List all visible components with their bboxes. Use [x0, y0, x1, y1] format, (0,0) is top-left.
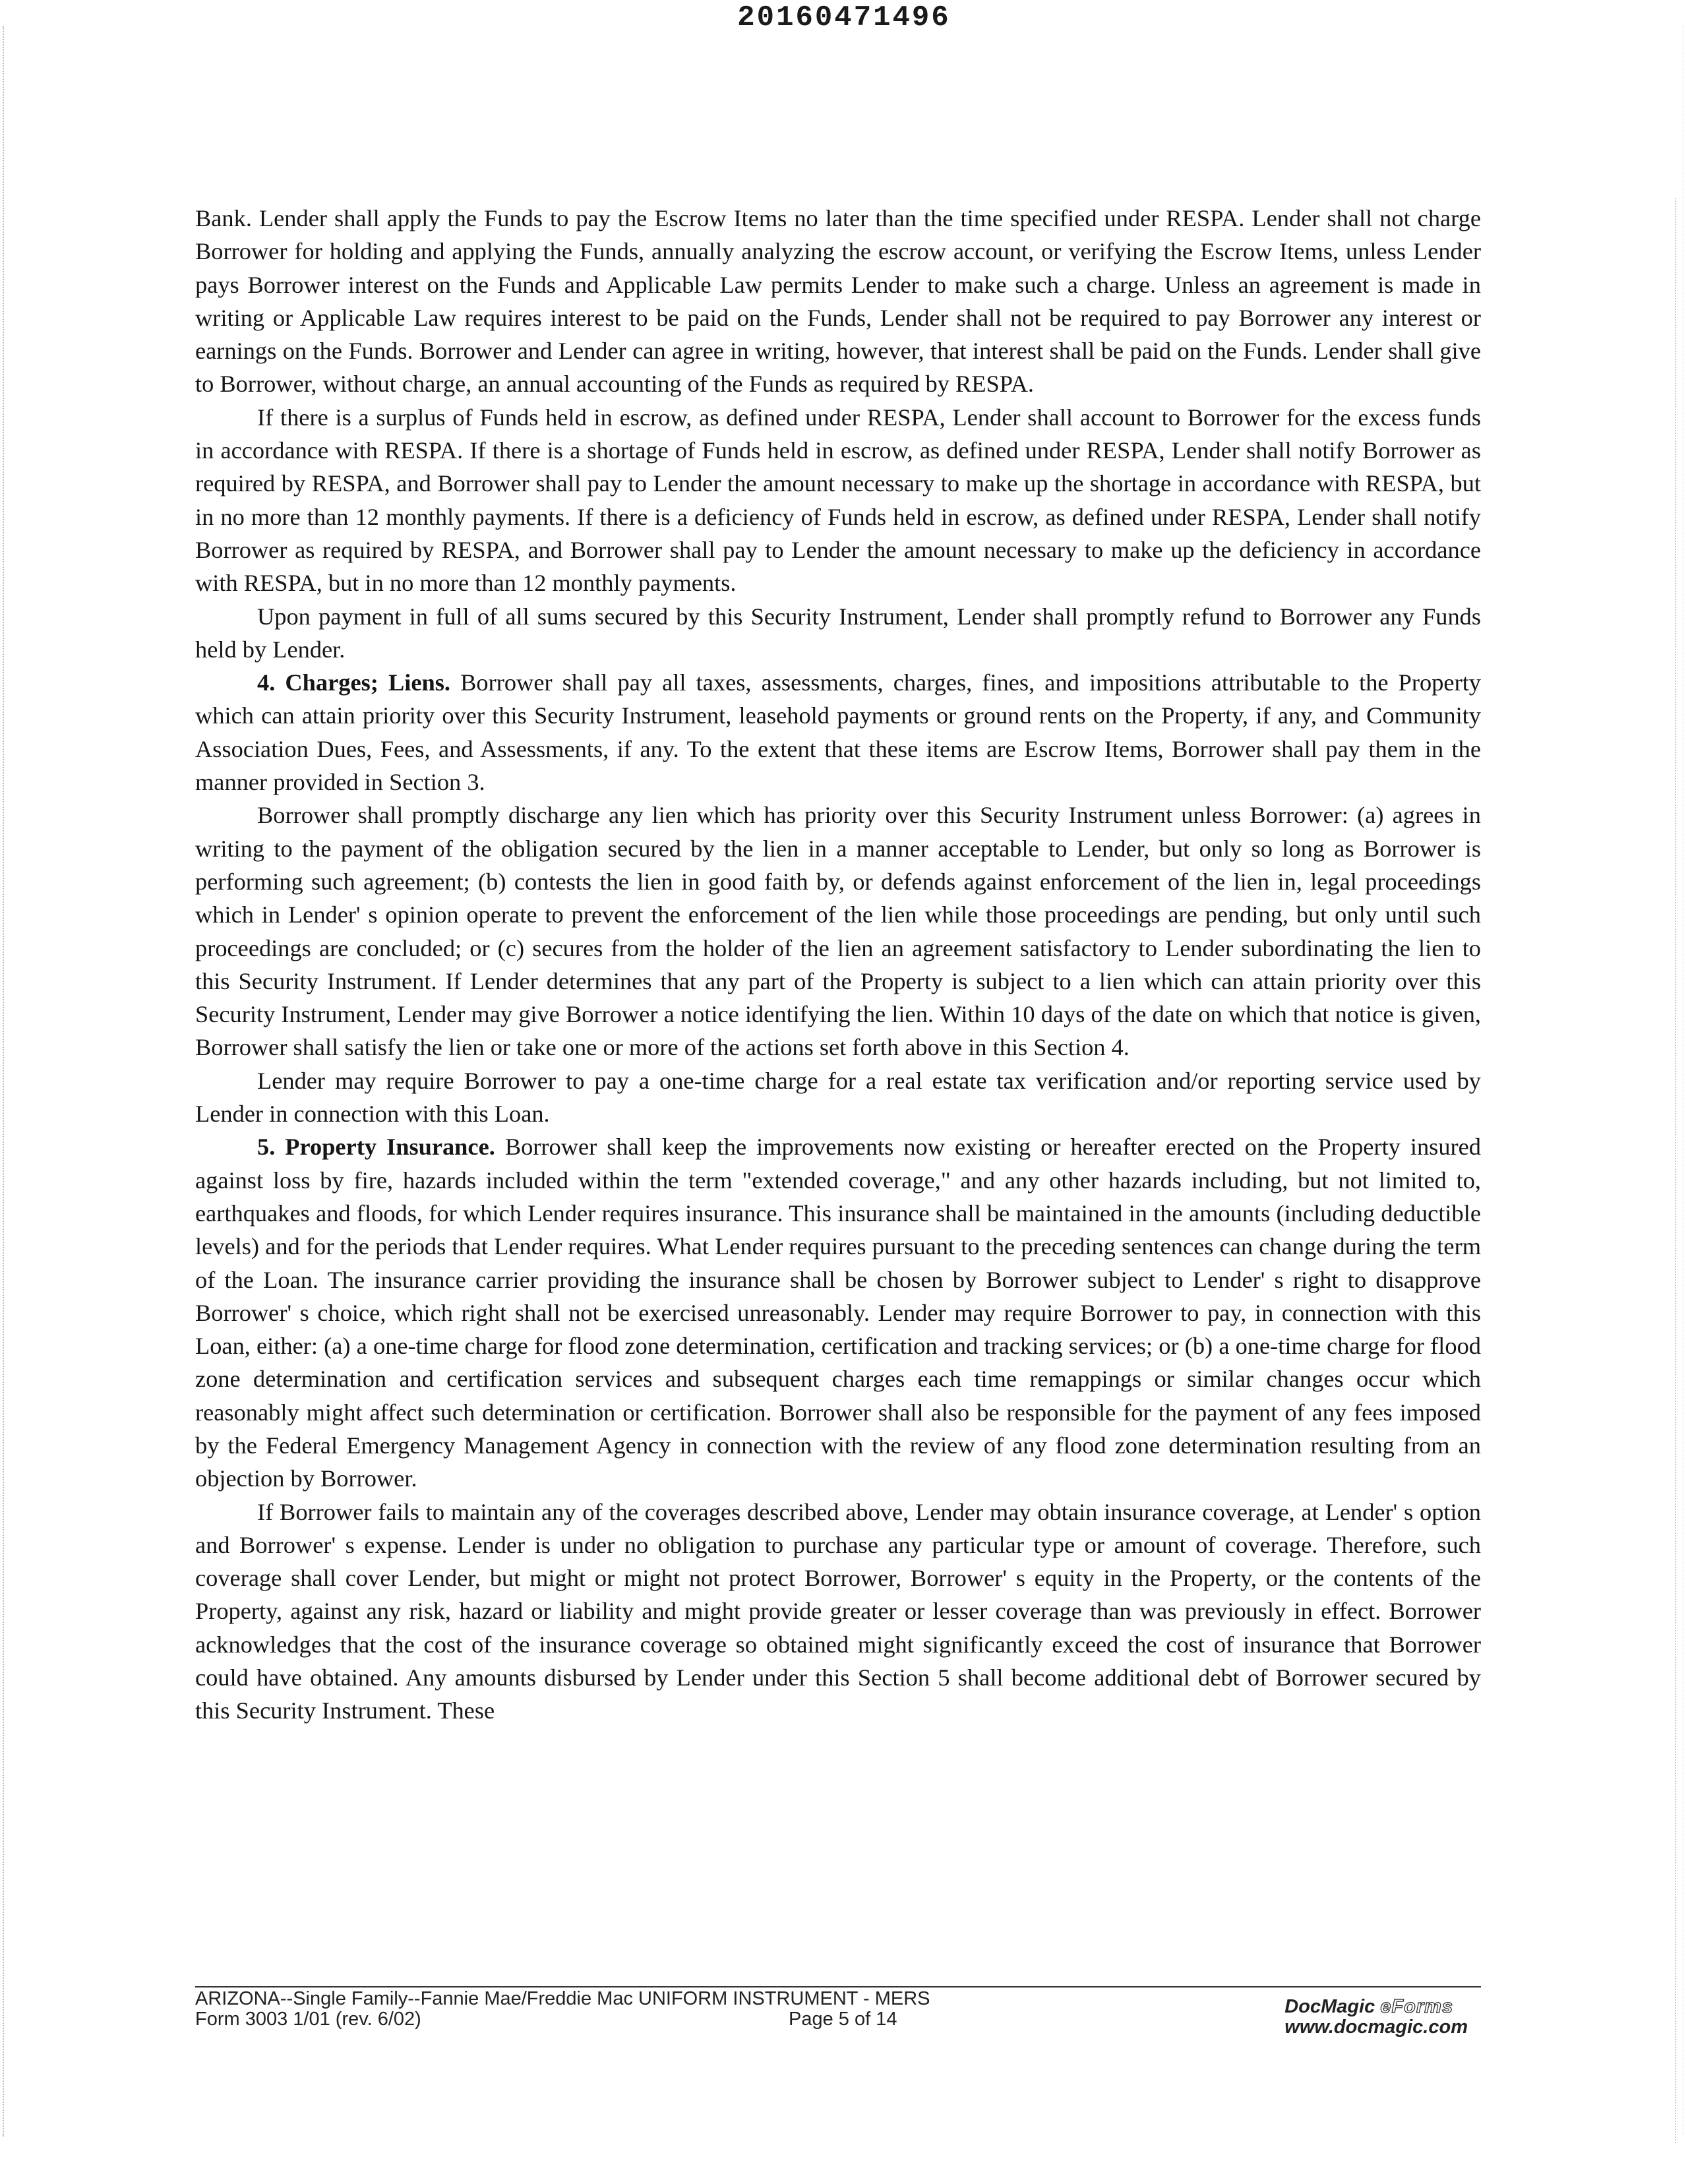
- footer-brand-url: www.docmagic.com: [1284, 2017, 1468, 2038]
- section-4-paragraph: [195, 666, 1481, 799]
- paragraph-escrow-refund: Upon payment in full of all sums secured by this Security Instrument, Lender shall promptly refund to Borrower any Funds held by Lender.: [195, 603, 1481, 663]
- footer-brand-name: DocMagic: [1284, 1996, 1375, 2017]
- paragraph-escrow-surplus: If there is a surplus of Funds held in escrow, as defined under RESPA, Lender shall account to Borrower for the excess funds in accordance with RESPA. If there is a shortage of Funds held in escrow, as defined under RESPA, Lender shall notify Borrower as required by RESPA, and Borrower shall pay to Lender the amount necessary to make up the shortage in accordance with RESPA, but in no more than 12 monthly payments. If there is a deficiency of Funds held in escrow, as defined under RESPA, Lender shall notify Borrower as required by RESPA, and Borrower shall pay to Lender the amount necessary to make up the deficiency in accordance with RESPA, but in no more than 12 monthly payments.: [195, 404, 1481, 597]
- footer-form-title: ARIZONA--Single Family--Fannie Mae/Freddie Mac UNIFORM INSTRUMENT - MERS: [195, 1988, 930, 2009]
- section-5-coverage-paragraph: If Borrower fails to maintain any of the coverages described above, Lender may obtain insurance coverage, at Lender' s option and Borrower' s expense. Lender is under no obligation to purchase any particular type or amount of coverage. Therefore, such coverage shall cover Lender, but might or might not protect Borrower, Borrower' s equity in the Property, or the contents of the Property, against any risk, hazard or liability and might provide greater or lesser coverage than was previously in effect. Borrower acknowledges that the cost of the insurance coverage so obtained might significantly exceed the cost of insurance that Borrower could have obtained. Any amounts disbursed by Lender under this Section 5 shall become additional debt of Borrower secured by this Security Instrument. These: [195, 1498, 1481, 1724]
- recording-number: 20160471496: [737, 1, 951, 34]
- footer-brand-line: [1284, 1997, 1468, 2017]
- section-5-paragraph: [195, 1130, 1481, 1495]
- scan-edge-right: [1675, 198, 1676, 2143]
- footer-brand: [1284, 1997, 1468, 2038]
- page-footer: [195, 1989, 1481, 2048]
- section-4-tax-service-paragraph: Lender may require Borrower to pay a one-time charge for a real estate tax verification and/or reporting service used by Lender in connection with this Loan.: [195, 1067, 1481, 1128]
- footer-brand-forms: eForms: [1380, 1996, 1454, 2017]
- footer-form-info: [195, 1989, 1184, 2030]
- section-5-title: 5. Property Insurance.: [257, 1134, 495, 1161]
- section-5-text: Borrower shall keep the improvements now existing or hereafter erected on the Property insured against loss by fire, hazards included within the term "extended coverage," and any other hazards including, but not limited to, earthquakes and floods, for which Lender requires insurance. This insurance shall be maintained in the amounts (including deductible levels) and for the periods that Lender requires. What Lender requires pursuant to the preceding sentences can change during the term of the Loan. The insurance carrier providing the insurance shall be chosen by Borrower subject to Lender' s right to disapprove Borrower' s choice, which right shall not be exercised unreasonably. Lender may require Borrower to pay, in connection with this Loan, either: (a) a one-time charge for flood zone determination, certification and tracking services; or (b) a one-time charge for flood zone determination and certification services and subsequent charges each time remappings or similar changes occur which reasonably might affect such determination or certification. Borrower shall also be responsible for the payment of any fees imposed by the Federal Emergency Management Agency in connection with the review of any flood zone determination resulting from an objection by Borrower.: [195, 1134, 1481, 1492]
- section-4-lien-paragraph: Borrower shall promptly discharge any lien which has priority over this Security Instrument unless Borrower: (a) agrees in writing to the payment of the obligation secured by the lien in a manner acceptable to Lender, but only so long as Borrower is performing such agreement; (b) contests the lien in good faith by, or defends against enforcement of the lien in, legal proceedings which in Lender' s opinion operate to prevent the enforcement of the lien while those proceedings are pending, but only until such proceedings are concluded; or (c) secures from the holder of the lien an agreement satisfactory to Lender subordinating the lien to this Security Instrument. If Lender determines that any part of the Property is subject to a lien which can attain priority over this Security Instrument, Lender may give Borrower a notice identifying the lien. Within 10 days of the date on which that notice is given, Borrower shall satisfy the lien or take one or more of the actions set forth above in this Section 4.: [195, 802, 1481, 1061]
- footer-divider: [195, 1986, 1481, 1987]
- section-4-text: Borrower shall pay all taxes, assessments, charges, fines, and impositions attributable to the Property which can attain priority over this Security Instrument, leasehold payments or ground rents on the Property, if any, and Community Association Dues, Fees, and Assessments, if any. To the extent that these items are Escrow Items, Borrower shall pay them in the manner provided in Section 3.: [195, 669, 1481, 796]
- footer-form-number: Form 3003 1/01 (rev. 6/02): [195, 2009, 421, 2030]
- paragraph-escrow-bank: Bank. Lender shall apply the Funds to pay the Escrow Items no later than the time specified under RESPA. Lender shall not charge Borrower for holding and applying the Funds, annually analyzing the escrow account, or verifying the Escrow Items, unless Lender pays Borrower interest on the Funds and Applicable Law permits Lender to make such a charge. Unless an agreement is made in writing or Applicable Law requires interest to be paid on the Funds, Lender shall not be required to pay Borrower any interest or earnings on the Funds. Borrower and Lender can agree in writing, however, that interest shall be paid on the Funds. Lender shall give to Borrower, without charge, an annual accounting of the Funds as required by RESPA.: [195, 205, 1481, 398]
- section-4-title: 4. Charges; Liens.: [257, 669, 451, 696]
- footer-page-number: Page 5 of 14: [789, 2009, 897, 2030]
- document-body: [195, 202, 1481, 1728]
- scan-edge-left: [3, 26, 4, 2137]
